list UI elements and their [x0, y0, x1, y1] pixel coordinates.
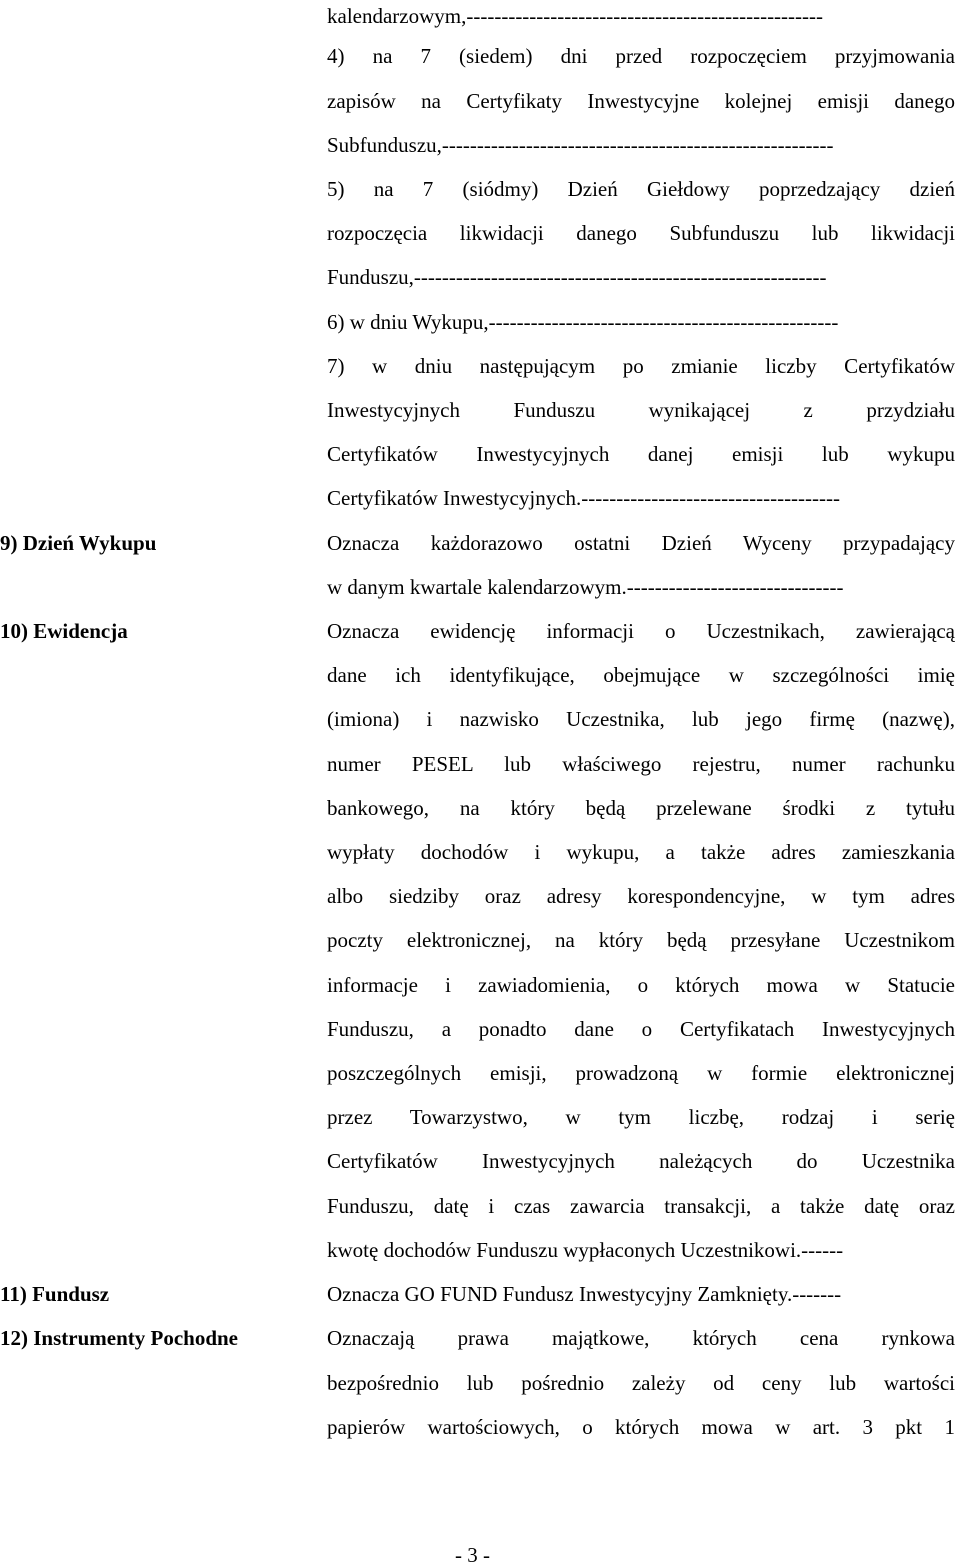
term-ewidencja: 10) Ewidencja [0, 619, 128, 643]
text-line: Funduszu,----------------------------------------------------------- [327, 265, 827, 289]
text-line: Inwestycyjnych Funduszu wynikającej z przydziału [327, 398, 955, 422]
text-line: dane ich identyfikujące, obejmujące w szczególności imię [327, 663, 955, 687]
text-line: poczty elektronicznej, na który będą przesyłane Uczestnikom [327, 928, 955, 952]
text-line: Certyfikatów Inwestycyjnych danej emisji lub wykupu [327, 442, 955, 466]
text-line: Subfunduszu,-------------------------------------------------------- [327, 133, 834, 157]
text-line: kwotę dochodów Funduszu wypłaconych Uczestnikowi.------ [327, 1238, 844, 1262]
text-line: numer PESEL lub właściwego rejestru, numer rachunku [327, 752, 955, 776]
text-line: rozpoczęcia likwidacji danego Subfunduszu lub likwidacji [327, 221, 955, 245]
text-line: albo siedziby oraz adresy korespondencyjne, w tym adres [327, 884, 955, 908]
text-line: Oznacza ewidencję informacji o Uczestnikach, zawierającą [327, 619, 955, 643]
text-line: (imiona) i nazwisko Uczestnika, lub jego firmę (nazwę), [327, 707, 955, 731]
text-line: zapisów na Certyfikaty Inwestycyjne kolejnej emisji danego [327, 89, 955, 113]
text-line: 4) na 7 (siedem) dni przed rozpoczęciem przyjmowania [327, 44, 955, 68]
text-line: informacje i zawiadomienia, o których mowa w Statucie [327, 973, 955, 997]
text-line: przez Towarzystwo, w tym liczbę, rodzaj i serię [327, 1105, 955, 1129]
text-line: Oznacza każdorazowo ostatni Dzień Wyceny przypadający [327, 531, 955, 555]
text-line: Certyfikatów Inwestycyjnych należących do Uczestnika [327, 1149, 955, 1173]
text-line: papierów wartościowych, o których mowa w art. 3 pkt 1 [327, 1415, 955, 1439]
text-line: w danym kwartale kalendarzowym.------------------------------- [327, 575, 844, 599]
text-line: bankowego, na który będą przelewane środki z tytułu [327, 796, 955, 820]
text-line: bezpośrednio lub pośrednio zależy od ceny lub wartości [327, 1371, 955, 1395]
text-line: 5) na 7 (siódmy) Dzień Giełdowy poprzedzający dzień [327, 177, 955, 201]
term-fundusz: 11) Fundusz [0, 1282, 110, 1306]
text-line: poszczególnych emisji, prowadzoną w formie elektronicznej [327, 1061, 955, 1085]
text-line: Funduszu, a ponadto dane o Certyfikatach Inwestycyjnych [327, 1017, 955, 1041]
term-instrumenty-pochodne: 12) Instrumenty Pochodne [0, 1326, 239, 1350]
text-line: Oznacza GO FUND Fundusz Inwestycyjny Zamknięty.------- [327, 1282, 842, 1306]
text-line: wypłaty dochodów i wykupu, a także adres zamieszkania [327, 840, 955, 864]
term-dzien-wykupu: 9) Dzień Wykupu [0, 531, 157, 555]
text-line: Funduszu, datę i czas zawarcia transakcji, a także datę oraz [327, 1194, 955, 1218]
text-line: 6) w dniu Wykupu,-------------------------------------------------- [327, 310, 839, 334]
text-line: 7) w dniu następującym po zmianie liczby Certyfikatów [327, 354, 955, 378]
text-line: Oznaczają prawa majątkowe, których cena rynkowa [327, 1326, 955, 1350]
page-number: - 3 - [455, 1543, 490, 1567]
text-line: kalendarzowym,--------------------------------------------------- [327, 4, 824, 28]
text-line: Certyfikatów Inwestycyjnych.------------------------------------- [327, 486, 841, 510]
